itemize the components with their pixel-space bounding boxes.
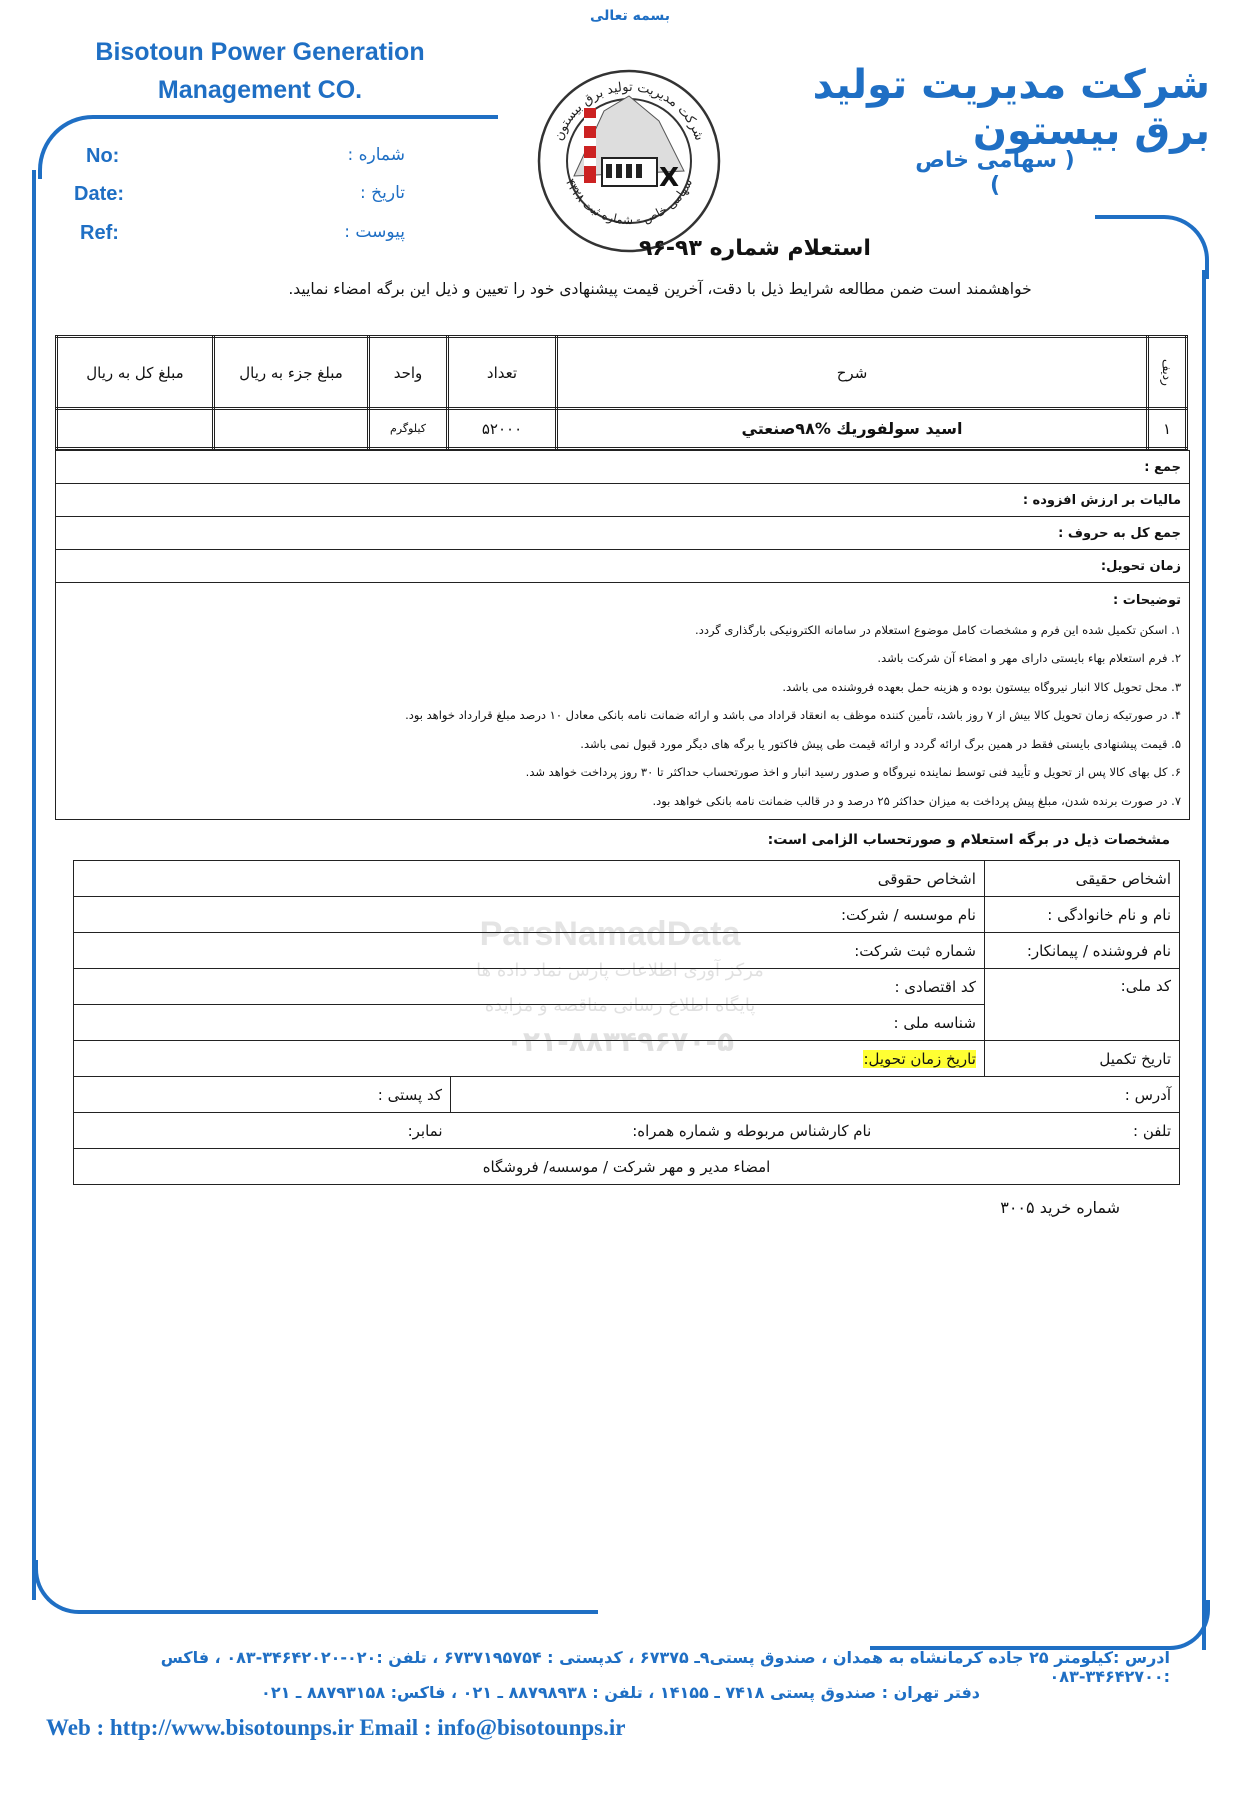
- list-item: ۶. کل بهای کالا پس از تحویل و تأیید فنی توسط نماینده نیروگاه و صدور رسید انبار و اخذ صورتحساب حداکثر تا ۳۰ روز پرداخت خواهد شد.: [525, 765, 1181, 779]
- address-cell: آدرس :: [451, 1077, 1180, 1113]
- fax-cell: نمابر:: [74, 1113, 451, 1149]
- header-total-price: مبلغ کل به ریال: [57, 337, 214, 409]
- company-seal-icon: [534, 66, 724, 256]
- list-item: ۵. قیمت پیشنهادی بایستی فقط در همین برگ ارائه گردد و ارائه قیمت طی پیش فاکتور یا برگه های دیگر مورد قبول نمی باشد.: [580, 736, 1181, 751]
- sum-row: جمع :: [56, 451, 1189, 484]
- header-quantity: تعداد: [448, 337, 557, 409]
- national-code-cell: کد ملی:: [984, 969, 1179, 1041]
- economic-code-cell: کد اقتصادی :: [74, 969, 985, 1005]
- signature-cell: امضاء مدیر و مهر شرکت / موسسه/ فروشگاه: [74, 1149, 1180, 1185]
- cell-unit: کیلوگرم: [369, 409, 448, 449]
- watermark-phone: ۰۲۱-۸۸۳۴۹۶۷۰-۵: [505, 1025, 735, 1058]
- list-item: ۱. اسکن تکمیل شده این فرم و مشخصات کامل موضوع استعلام در سامانه الکترونیکی بارگذاری گردد.: [695, 622, 1181, 637]
- cell-description: اسید سولفوريك %۹۸صنعتي: [557, 409, 1148, 449]
- specs-table: [73, 860, 1180, 1185]
- full-name-cell: نام و نام خانوادگی :: [984, 897, 1179, 933]
- watermark-brand: ParsNamadData: [479, 915, 741, 953]
- list-item: ۴. در صورتیکه زمان تحویل کالا بیش از ۷ روز باشد، تأمین کننده موظف به انعقاد قراداد می باشد و ارائه ضمانت نامه بانکی معادل ۱۰ درصد مبلغ قرارداد خواهد بود.: [405, 708, 1181, 722]
- natural-person-cell: اشخاص حقیقی: [984, 861, 1179, 897]
- watermark-line2: پایگاه اطلاع رسانی مناقصه و مزایده: [484, 995, 756, 1016]
- list-item: ۳. محل تحویل کالا انبار نیروگاه بیستون بوده و هزینه حمل بعهده فروشنده می باشد.: [782, 679, 1181, 694]
- delivery-date-label: تاریخ زمان تحویل:: [863, 1049, 976, 1068]
- specs-title: مشخصات ذیل در برگه استعلام و صورتحساب الزامی است:: [767, 832, 1170, 848]
- header-unit-price: مبلغ جزء به ریال: [214, 337, 369, 409]
- date-label-fa: تاریخ :: [360, 183, 405, 203]
- purchase-number: شماره خرید ۳۰۰۵: [1000, 1198, 1120, 1217]
- company-name-en-line1: Bisotoun Power Generation: [95, 38, 425, 66]
- company-name-en-line2: Management CO.: [157, 76, 363, 104]
- date-label-en: Date:: [74, 183, 125, 205]
- phone-cell: تلفن :: [1053, 1113, 1180, 1149]
- seller-name-cell: نام فروشنده / پیمانکار:: [984, 933, 1179, 969]
- no-label-fa: شماره :: [347, 145, 405, 165]
- national-id-cell: شناسه ملی :: [74, 1005, 985, 1041]
- inquiry-intro: خواهشمند است ضمن مطالعه شرایط ذیل با دقت، آخرین قیمت پیشنهادی خود را تعیین و ذیل این برگه امضاء نمایید.: [288, 280, 1032, 298]
- vat-row: مالیات بر ارزش افزوده :: [56, 484, 1189, 517]
- institute-name-cell: نام موسسه / شرکت:: [74, 897, 985, 933]
- inquiry-title: استعلام شماره ۹۳-۹۶: [639, 236, 871, 261]
- header-row: ردیف: [1148, 337, 1187, 409]
- ref-label-en: Ref:: [80, 222, 119, 244]
- frame-border-bottom: [34, 1560, 598, 1614]
- delivery-time-row: زمان تحویل:: [56, 550, 1189, 583]
- frame-border-bottom-right: [870, 1600, 1210, 1650]
- seal-text-bottom: سهامی خاص - شماره ثبت ۴۳۲۸: [562, 176, 696, 228]
- footer-web-email: Web : http://www.bisotounps.ir Email : info@bisotounps.ir: [46, 1715, 626, 1740]
- list-item: ۷. در صورت برنده شدن، مبلغ پیش پرداخت به میزان حداکثر ۲۵ درصد و در قالب ضمانت نامه بانکی خواهد بود.: [652, 793, 1181, 808]
- svg-text:X: X: [659, 163, 680, 193]
- notes-title: توضیحات :: [1113, 593, 1181, 608]
- footer-tehran-office: دفتر تهران : صندوق پستی ۷۴۱۸ ـ ۱۴۱۵۵ ، تلفن : ۸۸۷۹۸۹۳۸ ـ ۰۲۱ ، فاکس: ۸۸۷۹۳۱۵۸ ـ ۰۲۱: [261, 1683, 980, 1702]
- items-table-header: [57, 337, 1187, 409]
- total-words-row: جمع کل به حروف :: [56, 517, 1189, 550]
- seal-text-top: شرکت مدیریت تولید برق بیستون: [551, 79, 707, 143]
- no-label-en: No:: [86, 145, 120, 167]
- ref-label-fa: پیوست :: [344, 222, 405, 242]
- cell-total-price: [57, 409, 214, 449]
- list-item: ۲. فرم استعلام بهاء بایستی دارای مهر و امضاء آن شرکت باشد.: [877, 651, 1181, 665]
- completion-date-cell: تاریخ تکمیل: [984, 1041, 1179, 1077]
- postal-code-cell: کد پستی :: [74, 1077, 451, 1113]
- items-table: [55, 335, 1188, 450]
- frame-border-left: [32, 170, 36, 1600]
- cell-unit-price: [214, 409, 369, 449]
- cell-quantity: ۵۲۰۰۰: [448, 409, 557, 449]
- basmala: بسمه تعالی: [589, 8, 671, 24]
- frame-border-right: [1202, 270, 1206, 1650]
- header-description: شرح: [557, 337, 1148, 409]
- company-type-fa: ( سهامی خاص ): [915, 148, 1075, 198]
- frame-border-top-right: [1095, 215, 1209, 279]
- cell-row: ۱: [1148, 409, 1187, 449]
- header-unit: واحد: [369, 337, 448, 409]
- company-reg-no-cell: شماره ثبت شرکت:: [74, 933, 985, 969]
- legal-person-cell: اشخاص حقوقی: [74, 861, 985, 897]
- footer-address: آدرس :کیلومتر ۲۵ جاده کرمانشاه به همدان ، صندوق پستی۹ـ ۶۷۳۷۵ ، کدپستی : ۶۷۳۷۱۹۵۷۵۴ ، تلفن :۰۲۰-۳۴۶۴۲۰۲۰-۰۸۳ ، فاکس :۳۴۶۴۲۷۰۰-۰۸۳: [160, 1648, 1170, 1686]
- watermark-line1: مرکز آوری اطلاعات پارس نماد داده ها: [476, 960, 764, 981]
- company-name-fa: شرکت مدیریت تولید برق بیستون: [812, 62, 1210, 154]
- table-row: [57, 409, 1187, 449]
- expert-name-cell: نام کارشناس مربوطه و شماره همراه:: [451, 1113, 1054, 1149]
